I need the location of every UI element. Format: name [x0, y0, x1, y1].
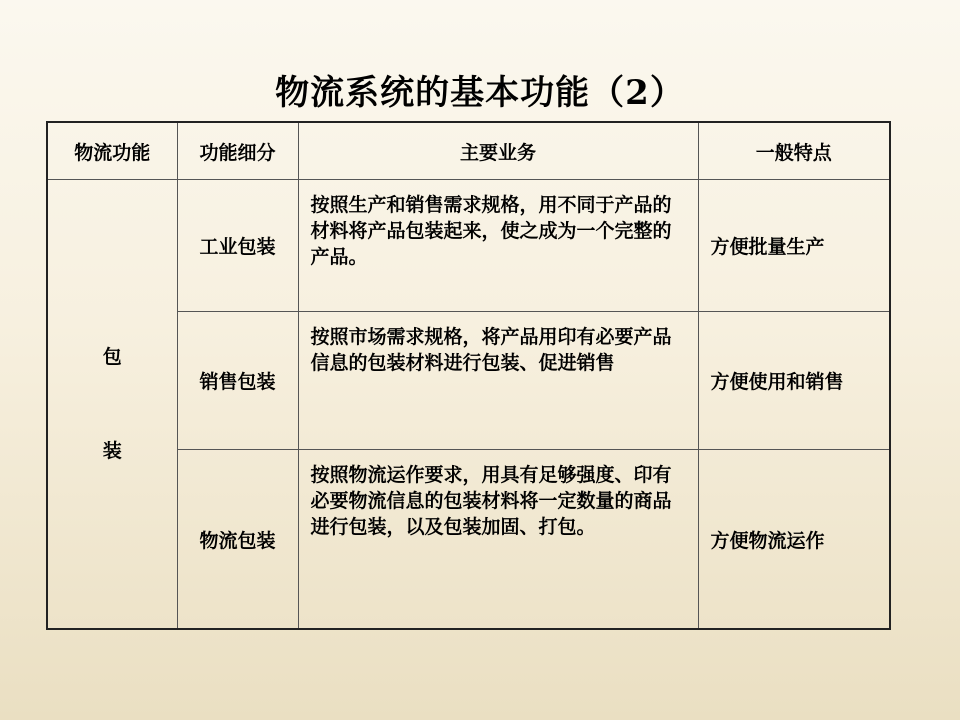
feature-cell: 方便使用和销售 [698, 312, 890, 450]
slide-title: 物流系统的基本功能（2） [275, 73, 685, 113]
function-name-char: 包 [102, 346, 122, 368]
subdivision-cell: 销售包装 [177, 312, 298, 450]
logistics-function-table [46, 121, 891, 630]
function-name-char: 装 [102, 440, 122, 462]
business-cell: 按照物流运作要求，用具有足够强度、印有必要物流信息的包装材料将一定数量的商品进行包装，以及包装加固、打包。 [298, 450, 698, 630]
header-feature: 一般特点 [698, 122, 890, 180]
business-cell: 按照市场需求规格，将产品用印有必要产品信息的包装材料进行包装、促进销售 [298, 312, 698, 450]
header-subdivision: 功能细分 [177, 122, 298, 180]
function-name-cell [47, 180, 177, 630]
header-function: 物流功能 [47, 122, 177, 180]
feature-cell: 方便批量生产 [698, 180, 890, 312]
subdivision-cell: 工业包装 [177, 180, 298, 312]
business-cell: 按照生产和销售需求规格，用不同于产品的材料将产品包装起来，使之成为一个完整的产品。 [298, 180, 698, 312]
feature-cell: 方便物流运作 [698, 450, 890, 630]
subdivision-cell: 物流包装 [177, 450, 298, 630]
table-row [47, 180, 890, 312]
header-business: 主要业务 [298, 122, 698, 180]
table-header-row [47, 122, 890, 180]
